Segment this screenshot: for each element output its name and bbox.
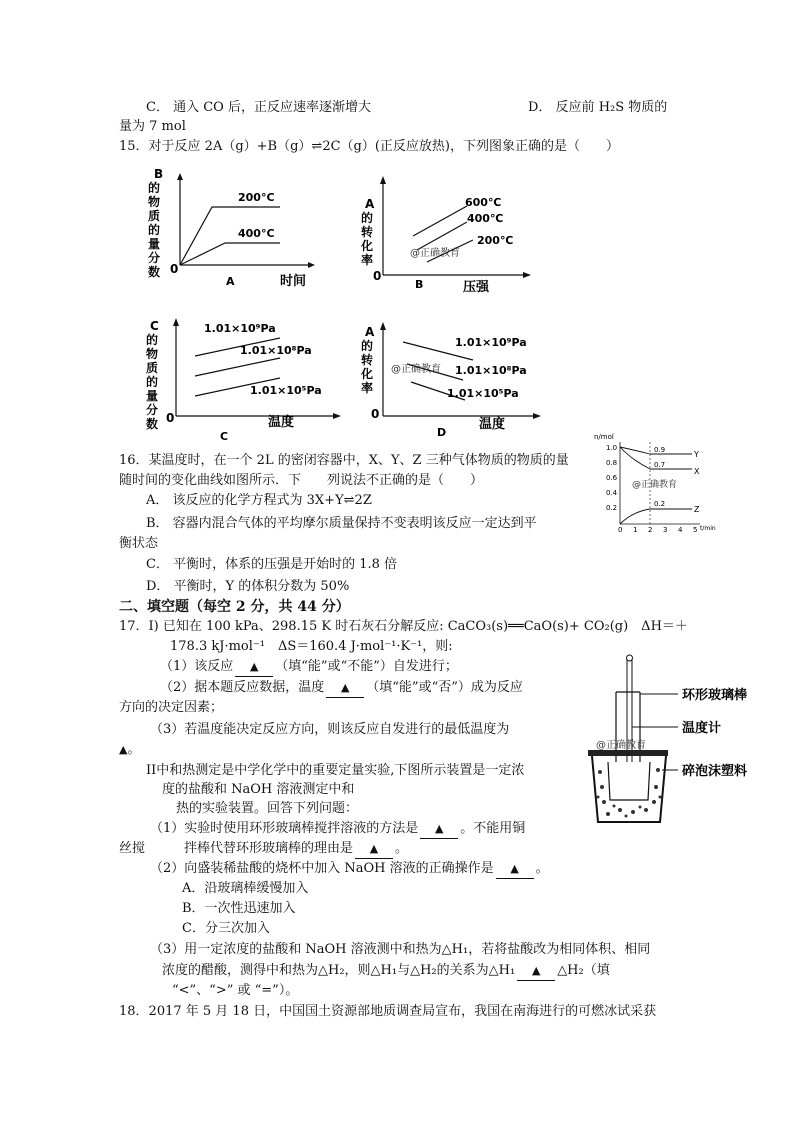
q16-line1: 16．某温度时，在一个 2L 的密闭容器中，X、Y、Z 三种气体物质的物质的量 — [119, 453, 569, 468]
graph-c-label-1e9: 1.01×10⁹Pa — [204, 322, 276, 335]
q17-ii-line2: 度的盐酸和 NaOH 溶液测定中和 — [162, 782, 355, 797]
graph-a-ylabel-char: 的 — [148, 223, 161, 237]
triangle-mark: ▲ — [369, 842, 379, 855]
q17-s1-blank2[interactable] — [355, 840, 393, 859]
q16-chart — [592, 430, 722, 535]
q17-ii-line1: II中和热测定是中学化学中的重要定量实验,下图所示装置是一定浓 — [146, 763, 525, 778]
apparatus-watermark: @正确教育 — [596, 740, 646, 751]
q17-s2-post: 。 — [535, 861, 549, 876]
q17-s1-cont-post: 。 — [395, 841, 409, 856]
graph-a-ylabel-char: B — [154, 167, 164, 181]
graph-c-ylabel-char: 量 — [146, 389, 159, 403]
q14-option-d: D． 反应前 H₂S 物质的 — [528, 100, 668, 115]
q16-chart-ytick: 0.2 — [606, 504, 618, 512]
graph-c-ylabel-char: 分 — [146, 403, 159, 417]
q17-part3-answer — [119, 741, 140, 759]
q16-series-z: Z — [694, 505, 700, 514]
graph-a-letter: A — [226, 275, 235, 288]
q16-chart-xtick: 1 — [633, 526, 638, 534]
graph-a-xlabel: 时间 — [280, 274, 307, 289]
q17-part2-post: （填“能”或“否”）成为反应 — [366, 680, 523, 695]
q17-s1-pre: （1）实验时使用环形玻璃棒搅拌溶液的方法是 — [150, 821, 419, 836]
q16-chart-ytick: 0.4 — [606, 489, 618, 497]
q17-s3-post: △H₂（填 — [557, 963, 610, 978]
graph-b-ylabel-char: 转 — [361, 225, 374, 239]
graph-d-ylabel-char: 转 — [361, 353, 374, 367]
q17-s1 — [150, 820, 525, 839]
graph-a-label-200: 200°C — [238, 191, 275, 204]
label-thermometer: 温度计 — [682, 721, 722, 736]
graph-d-ylabel-char: A — [365, 325, 375, 339]
section-title: 二、填空题（每空 2 分，共 44 分） — [119, 599, 350, 615]
graph-c-line-1e8 — [195, 358, 280, 376]
q17-s1-cont — [119, 840, 408, 859]
graph-d-label-1e5: 1.01×10⁵Pa — [447, 387, 519, 400]
graph-b-label-200: 200℃ — [477, 234, 514, 247]
q16-option-c: C． 平衡时，体系的压强是开始时的 1.8 倍 — [146, 557, 398, 572]
graph-a-label-400: 400°C — [238, 227, 275, 240]
q16-chart-ytick: 1.0 — [606, 444, 618, 452]
graph-c-letter: C — [220, 430, 229, 443]
q17-s2-blank[interactable] — [496, 860, 534, 879]
graph-a-ylabel-char: 数 — [148, 265, 161, 279]
q16-chart-ytick: 0.6 — [606, 474, 618, 482]
graph-b-xlabel: 压强 — [463, 280, 490, 295]
graph-a-ylabel-char: 的 — [148, 181, 161, 195]
label-foam: 碎泡沫塑料 — [682, 764, 748, 779]
q17-part2 — [160, 679, 523, 698]
graph-a-curve-400 — [180, 243, 280, 265]
graph-d-label-1e9: 1.01×10⁹Pa — [455, 336, 527, 349]
q16-option-b-cont: 衡状态 — [119, 536, 159, 551]
q16-series-x: X — [694, 467, 700, 476]
graph-d-xlabel: 温度 — [479, 417, 506, 432]
graph-c-ylabel-char: 的 — [146, 375, 159, 389]
q16-chart-xtick: 4 — [678, 526, 683, 534]
q14-option-c: C． 通入 CO 后，正反应速率逐渐增大 — [146, 100, 371, 115]
q16-line2: 随时间的变化曲线如图所示．下 列说法不正确的是（ ） — [119, 473, 484, 488]
q17-s2 — [150, 860, 549, 879]
q17-part2-cont: 方向的决定因素； — [119, 700, 224, 715]
q15-graph-a — [140, 165, 320, 290]
triangle-mark: ▲ — [510, 862, 519, 875]
q17-s3-line3: “<”、“>” 或 “=”）。 — [172, 983, 299, 998]
graph-b-label-600: 600℃ — [465, 196, 502, 209]
q17-s3-line1: （3）用一定浓度的盐酸和 NaOH 溶液测中和热为△H₁，若将盐酸改为相同体积、相同 — [150, 942, 651, 957]
q17-line1: 17．I) 已知在 100 kPa、298.15 K 时石灰石分解反应: CaCO₃(s)══CaO(s)+ CO₂(g) ΔH＝＋ — [119, 619, 688, 634]
q17-s1-blank[interactable] — [420, 820, 458, 839]
q17-part3-post: 。 — [127, 742, 141, 757]
q16-curve-z — [620, 509, 692, 524]
q17-s2-pre: （2）向盛装稀盐酸的烧杯中加入 NaOH 溶液的正确操作是 — [150, 861, 494, 876]
q15-graph-b — [355, 170, 555, 295]
q16-option-b: B． 容器内混合气体的平均摩尔质量保持不变表明该反应一定达到平 — [146, 516, 537, 531]
graph-b-ylabel-char: 率 — [361, 253, 374, 267]
q17-part1-post: （填“能”或“不能”）自发进行； — [275, 659, 458, 674]
q15-stem: 15．对于反应 2A（g）+B（g）⇌2C（g）(正反应放热)，下列图象正确的是（ ） — [119, 139, 619, 154]
graph-b-ylabel-char: A — [365, 197, 375, 211]
graph-c-xlabel: 温度 — [268, 415, 295, 430]
q14-option-d-cont: 量为 7 mol — [119, 119, 186, 134]
q17-part2-pre: （2）据本题反应数据，温度 — [160, 680, 325, 695]
q17-s1-post: 。不能用铜 — [460, 821, 526, 836]
q16-option-d: D． 平衡时，Y 的体积分数为 50% — [146, 579, 350, 594]
q15-graph-c — [140, 312, 350, 447]
q17-s3-line2 — [162, 962, 610, 981]
graph-c-label-1e8: 1.01×10⁸Pa — [240, 344, 312, 357]
graph-c-ylabel-char: C — [150, 319, 159, 333]
q17-s2-option-b: B．一次性迅速加入 — [182, 901, 296, 916]
label-stirrer: 环形玻璃棒 — [682, 688, 748, 703]
graph-c-ylabel-char: 的 — [146, 333, 159, 347]
graph-a-ylabel-char: 量 — [148, 237, 161, 251]
q16-chart-watermark: @正确教育 — [632, 480, 678, 490]
calorimeter-figure — [578, 652, 788, 832]
graph-d-ylabel-char: 的 — [361, 339, 374, 353]
q17-s1-cont-pre: 丝搅 拌棒代替环形玻璃棒的理由是 — [119, 841, 354, 856]
graph-d-ylabel-char: 化 — [361, 367, 374, 381]
q17-line2: 178.3 kJ·mol⁻¹ ΔS＝160.4 J·mol⁻¹·K⁻¹，则: — [170, 639, 453, 654]
q16-chart-xlabel: t/min — [700, 525, 716, 532]
q17-part1-blank[interactable] — [235, 658, 273, 677]
q16-chart-xtick: 2 — [648, 526, 653, 534]
q17-s3-pre: 浓度的醋酸，测得中和热为△H₂，则△H₁与△H₂的关系为△H₁ — [162, 963, 516, 978]
graph-c-ylabel-char: 数 — [146, 417, 159, 431]
graph-b-line-600 — [413, 206, 467, 236]
q16-chart-ytick: 0.8 — [606, 459, 618, 467]
triangle-mark: ▲ — [435, 822, 444, 835]
graph-b-watermark: @正确教育 — [410, 248, 460, 259]
graph-c-label-1e5: 1.01×10⁵Pa — [250, 384, 322, 397]
q17-ii-line3: 热的实验装置。回答下列问题： — [176, 801, 359, 816]
q17-s3-blank[interactable] — [517, 962, 555, 981]
triangle-mark: ▲ — [531, 964, 541, 977]
graph-d-letter: D — [437, 426, 447, 439]
graph-a-ylabel-char: 分 — [148, 251, 161, 265]
triangle-mark: ▲ — [341, 681, 350, 694]
q17-part1-pre: （1）该反应 — [160, 659, 234, 674]
q16-series-y: Y — [694, 450, 699, 459]
q17-part3: （3）若温度能决定反应方向，则该反应自发进行的最低温度为 — [150, 722, 510, 737]
graph-c-origin: 0 — [166, 411, 175, 425]
graph-b-origin: 0 — [373, 269, 382, 283]
graph-d-watermark: @正确教育 — [391, 364, 441, 375]
q16-chart-xtick: 0 — [618, 526, 623, 534]
q16-option-a: A． 该反应的化学方程式为 3X+Y⇌2Z — [146, 493, 372, 508]
q16-chart-label-09: 0.9 — [654, 446, 666, 454]
graph-d-ylabel-char: 率 — [361, 381, 374, 395]
q17-part3-blank[interactable]: ▲ — [119, 743, 128, 756]
graph-a-origin: 0 — [170, 262, 179, 276]
q17-part1 — [160, 658, 458, 677]
q15-graph-d — [355, 318, 570, 443]
q16-chart-ylabel: n/mol — [594, 433, 614, 441]
graph-c-ylabel-char: 物 — [146, 347, 159, 361]
graph-a-ylabel-char: 物 — [148, 195, 161, 209]
graph-a-ylabel-char: 质 — [148, 209, 161, 223]
graph-d-origin: 0 — [371, 407, 380, 421]
q16-chart-label-07: 0.7 — [654, 461, 666, 469]
q17-s2-option-a: A．沿玻璃棒缓慢加入 — [182, 881, 309, 896]
graph-b-ylabel-char: 的 — [361, 211, 374, 225]
graph-b-letter: B — [415, 278, 424, 291]
q16-chart-xtick: 3 — [663, 526, 668, 534]
graph-b-label-400: 400℃ — [467, 212, 504, 225]
q16-chart-label-02: 0.2 — [654, 500, 666, 508]
q17-part2-blank[interactable] — [326, 679, 364, 698]
q18-line1: 18．2017 年 5 月 18 日，中国国土资源部地质调查局宣布，我国在南海进行的可燃冰试采获 — [119, 1004, 657, 1019]
q17-s2-option-c: C．分三次加入 — [182, 921, 270, 936]
graph-d-label-1e8: 1.01×10⁸Pa — [455, 364, 527, 377]
graph-c-ylabel-char: 质 — [146, 361, 159, 375]
q16-chart-xtick: 5 — [693, 526, 698, 534]
triangle-mark: ▲ — [250, 660, 259, 673]
graph-b-ylabel-char: 化 — [361, 239, 374, 253]
